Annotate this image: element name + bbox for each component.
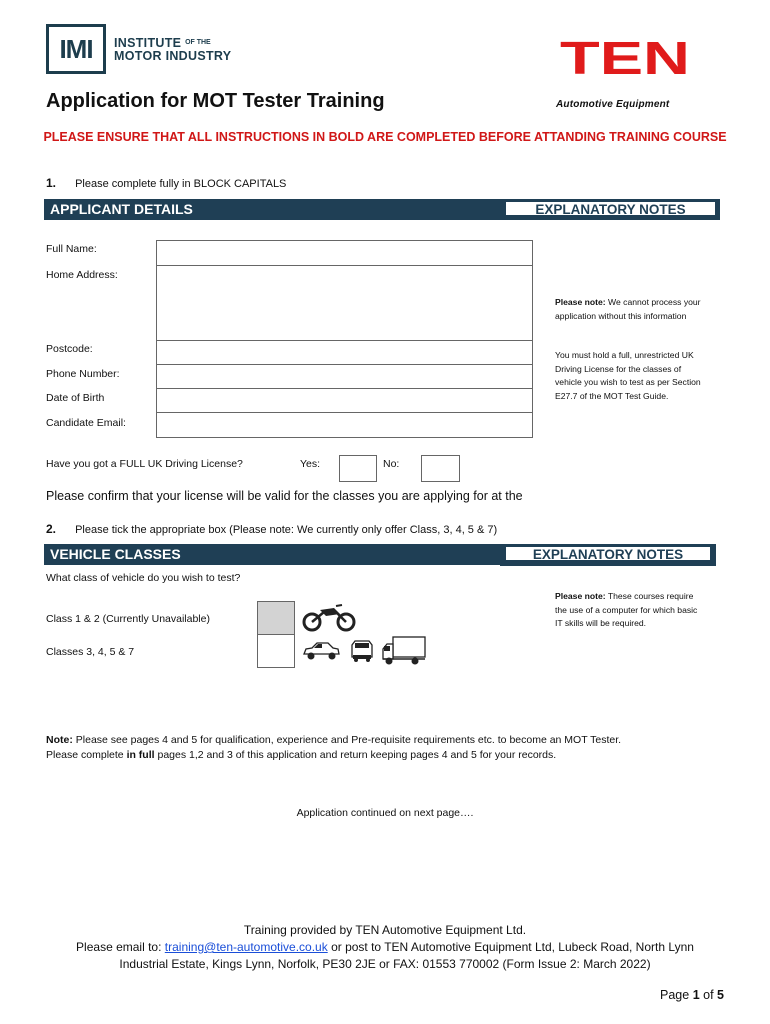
ten-subtitle: Automotive Equipment (556, 99, 670, 110)
class-3457-checkbox[interactable] (257, 634, 295, 668)
page-title: Application for MOT Tester Training (46, 90, 385, 112)
class-3457-label: Classes 3, 4, 5 & 7 (46, 646, 135, 658)
email-label: Candidate Email: (46, 417, 126, 429)
vehicle-classes-heading: VEHICLE CLASSES (44, 544, 504, 565)
note-section: Note: Please see pages 4 and 5 for qualification, experience and Pre-requisite requirements etc. to become an MOT Tester. Please complete in full pages 1,2 and 3 of this application and return keeping pages 4 and 5 for your records. (46, 734, 622, 761)
full-name-label: Full Name: (46, 243, 97, 255)
motorcycle-icon (302, 602, 356, 632)
postcode-field[interactable] (156, 340, 533, 365)
phone-label: Phone Number: (46, 368, 120, 380)
svg-text:TEN: TEN (560, 38, 690, 78)
class-1-2-checkbox (257, 601, 295, 635)
car-icon (302, 641, 340, 661)
license-no-label: No: (383, 458, 400, 470)
vehicle-note: Please note: These courses require the use of a computer for which basic IT skills will be required. (555, 591, 698, 628)
email-link[interactable]: training@ten-automotive.co.uk (164, 940, 328, 954)
full-name-field[interactable] (156, 240, 533, 266)
step-2-text: Please tick the appropriate box (Please note: We currently only offer Class, 3, 4, 5 & 7) (75, 524, 498, 536)
step-1-text: Please complete fully in BLOCK CAPITALS (75, 178, 287, 190)
step-1 (46, 176, 286, 190)
step-2-number: 2. (46, 522, 57, 536)
dob-label: Date of Birth (46, 392, 105, 404)
applicant-details-heading: APPLICANT DETAILS (44, 199, 504, 220)
applicant-notes-heading: EXPLANATORY NOTES (503, 199, 718, 218)
footer-line-1: Training provided by TEN Automotive Equipment Ltd. (243, 923, 527, 937)
imi-logo (46, 24, 106, 74)
vehicle-question: What class of vehicle do you wish to test? (46, 572, 241, 584)
continued-text: Application continued on next page…. (296, 807, 474, 819)
page-number: Page 1 of 5 (660, 988, 724, 1002)
vehicle-notes-heading: EXPLANATORY NOTES (503, 544, 713, 563)
home-address-field[interactable] (156, 265, 533, 341)
phone-field[interactable] (156, 364, 533, 389)
footer-line-2: Please email to: training@ten-automotive.co.uk or post to TEN Automotive Equipment Ltd, Lubeck Road, North Lynn (76, 940, 694, 954)
email-field[interactable] (156, 412, 533, 438)
imi-name: INSTITUTE $^{OF THE}$ MOTOR INDUSTRY (114, 36, 232, 63)
home-address-label: Home Address: (46, 269, 118, 281)
ten-logo (560, 38, 690, 78)
class-1-2-label: Class 1 & 2 (Currently Unavailable) (46, 613, 210, 625)
imi-logo-text: IMI (59, 33, 93, 64)
license-no-checkbox[interactable] (421, 455, 460, 482)
license-yes-label: Yes: (300, 458, 321, 470)
warning-text: PLEASE ENSURE THAT ALL INSTRUCTIONS IN BOLD ARE COMPLETED BEFORE ATTANDING TRAINING COURSE (43, 130, 727, 144)
dob-field[interactable] (156, 388, 533, 413)
footer-line-3: Industrial Estate, Kings Lynn, Norfolk, PE30 2JE or FAX: 01553 770002 (Form Issue 2: March 2022) (119, 957, 651, 971)
license-yes-checkbox[interactable] (339, 455, 377, 482)
applicant-note-1: Please note: We cannot process your application without this information (555, 297, 701, 321)
license-confirm-text: Please confirm that your license will be valid for the classes you are applying for at the (46, 489, 523, 503)
step-2 (46, 522, 497, 536)
footer (0, 922, 770, 973)
step-1-number: 1. (46, 176, 57, 190)
van-icon (350, 639, 374, 663)
truck-icon (381, 633, 427, 667)
applicant-note-2: You must hold a full, unrestricted UK Driving License for the classes of vehicle you wish to test as per Section E27.7 of the MOT Test Guide. (555, 350, 701, 401)
postcode-label: Postcode: (46, 343, 93, 355)
license-question: Have you got a FULL UK Driving License? (46, 458, 243, 470)
